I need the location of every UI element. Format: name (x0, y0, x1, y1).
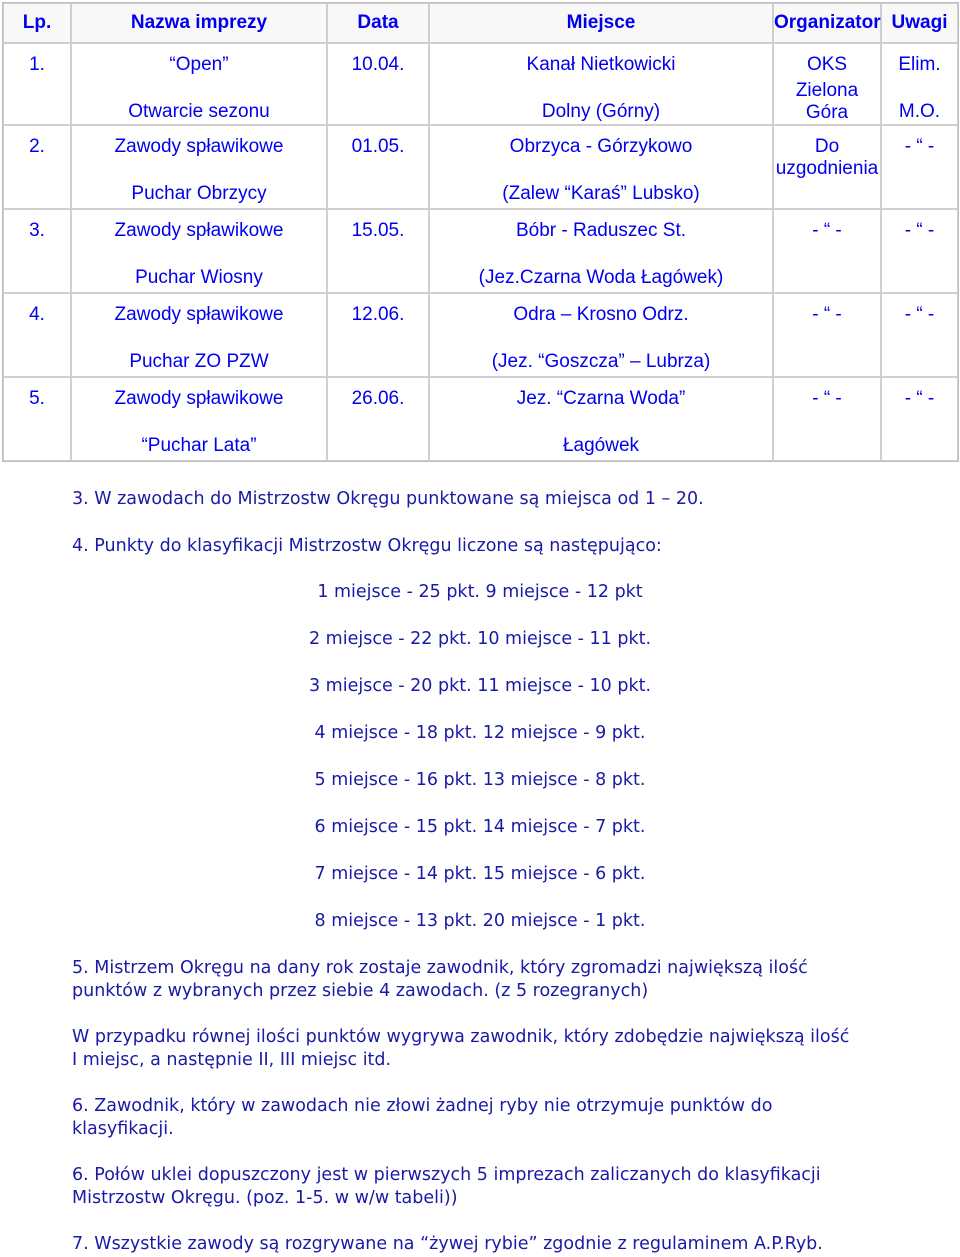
event-place-detail: Dolny (Górny) (541, 101, 661, 122)
header-place: Miejsce (429, 3, 773, 43)
points-line: 8 miejsce - 13 pkt. 20 miejsce - 1 pkt. (314, 911, 646, 931)
cell-organizer (773, 209, 881, 293)
cell-organizer (773, 43, 881, 125)
rule-item-4: 4. Punkty do klasyfikacji Mistrzostw Okręgu liczone są następująco: (72, 536, 662, 556)
event-name: Zawody spławikowe (114, 388, 284, 409)
header-notes: Uwagi (881, 3, 958, 43)
lp-text: 1. (29, 54, 45, 75)
points-line: 7 miejsce - 14 pkt. 15 miejsce - 6 pkt. (314, 864, 646, 884)
event-notes-detail: M.O. (898, 101, 941, 122)
header-lp: Lp. (3, 3, 71, 43)
event-notes: - “ - (904, 304, 935, 325)
event-date: 15.05. (351, 220, 405, 241)
event-organizer: OKS (806, 54, 848, 75)
event-date: 01.05. (351, 136, 405, 157)
rule-item-3: 3. W zawodach do Mistrzostw Okręgu punktowane są miejsca od 1 – 20. (72, 489, 704, 509)
points-line: 2 miejsce - 22 pkt. 10 miejsce - 11 pkt. (308, 629, 652, 649)
cell-notes (881, 293, 958, 377)
events-table (2, 2, 959, 462)
event-name: “Open” (169, 54, 229, 75)
rule-item-5-line-1: 5. Mistrzem Okręgu na dany rok zostaje zawodnik, który zgromadzi największą ilość (72, 958, 808, 978)
event-name: Zawody spławikowe (114, 304, 284, 325)
event-organizer-detail: uzgodnienia (775, 158, 879, 179)
table-row (3, 293, 958, 377)
event-place: Odra – Krosno Odrz. (513, 304, 689, 325)
event-notes: - “ - (904, 136, 935, 157)
header-name: Nazwa imprezy (71, 3, 327, 43)
cell-date (327, 43, 429, 125)
cell-lp (3, 293, 71, 377)
event-place: Bóbr - Raduszec St. (515, 220, 687, 241)
event-place-detail: (Jez.Czarna Woda Łagówek) (478, 267, 724, 288)
table-row (3, 43, 958, 125)
rule-item-6a-line-1: 6. Zawodnik, który w zawodach nie złowi żadnej ryby nie otrzymuje punktów do (72, 1096, 773, 1116)
points-line: 3 miejsce - 20 pkt. 11 miejsce - 10 pkt. (308, 676, 652, 696)
cell-place (429, 293, 773, 377)
cell-date (327, 293, 429, 377)
event-organizer: - “ - (812, 388, 842, 409)
cell-name (71, 377, 327, 461)
rule-item-6b-line-1: 6. Połów uklei dopuszczony jest w pierwszych 5 imprezach zaliczanych do klasyfikacji (72, 1165, 821, 1185)
lp-text: 3. (29, 220, 45, 241)
lp-text: 2. (29, 136, 45, 157)
cell-place (429, 125, 773, 209)
cell-notes (881, 43, 958, 125)
points-line: 5 miejsce - 16 pkt. 13 miejsce - 8 pkt. (314, 770, 646, 790)
event-date: 26.06. (351, 388, 405, 409)
cell-date (327, 125, 429, 209)
cell-date (327, 209, 429, 293)
cell-lp (3, 209, 71, 293)
event-subtitle: “Puchar Lata” (141, 435, 257, 456)
cell-name (71, 209, 327, 293)
tie-rule-line-2: I miejsc, a następnie II, III miejsc itd. (72, 1050, 392, 1070)
cell-organizer (773, 293, 881, 377)
cell-name (71, 125, 327, 209)
cell-name (71, 293, 327, 377)
event-notes: Elim. (898, 54, 941, 75)
cell-name (71, 43, 327, 125)
lp-text: 4. (29, 304, 45, 325)
cell-organizer (773, 125, 881, 209)
table-row (3, 377, 958, 461)
cell-notes (881, 209, 958, 293)
cell-lp (3, 125, 71, 209)
points-line: 1 miejsce - 25 pkt. 9 miejsce - 12 pkt (317, 582, 643, 602)
event-place-detail: (Jez. “Goszcza” – Lubrza) (491, 351, 711, 372)
event-place-detail: (Zalew “Karaś” Lubsko) (502, 183, 700, 204)
event-organizer-detail: Zielona Góra (795, 80, 859, 123)
event-place-detail: Łagówek (562, 435, 640, 456)
rule-item-7: 7. Wszystkie zawody są rozgrywane na “żywej rybie” zgodnie z regulaminem A.P.Ryb. (72, 1234, 823, 1254)
event-date: 12.06. (351, 304, 405, 325)
tie-rule-line-1: W przypadku równej ilości punktów wygrywa zawodnik, który zdobędzie największą ilość (72, 1027, 850, 1047)
cell-place (429, 43, 773, 125)
cell-notes (881, 125, 958, 209)
event-subtitle: Puchar ZO PZW (129, 351, 269, 372)
header-date: Data (327, 3, 429, 43)
rule-item-6a-line-2: klasyfikacji. (72, 1119, 174, 1139)
cell-organizer (773, 377, 881, 461)
table-row (3, 209, 958, 293)
event-subtitle: Puchar Obrzycy (131, 183, 267, 204)
cell-lp (3, 377, 71, 461)
event-name: Zawody spławikowe (114, 136, 284, 157)
event-place: Jez. “Czarna Woda” (516, 388, 686, 409)
event-notes: - “ - (904, 388, 935, 409)
cell-place (429, 377, 773, 461)
table-header-row (3, 3, 958, 43)
event-name: Zawody spławikowe (114, 220, 284, 241)
event-subtitle: Puchar Wiosny (135, 267, 263, 288)
rule-item-5-line-2: punktów z wybranych przez siebie 4 zawodach. (z 5 rozegranych) (72, 981, 649, 1001)
cell-notes (881, 377, 958, 461)
lp-text: 5. (29, 388, 45, 409)
table-row (3, 125, 958, 209)
cell-lp (3, 43, 71, 125)
event-organizer: Do (814, 136, 840, 157)
event-date: 10.04. (351, 54, 405, 75)
event-organizer: - “ - (812, 220, 842, 241)
points-line: 4 miejsce - 18 pkt. 12 miejsce - 9 pkt. (314, 723, 646, 743)
event-notes: - “ - (904, 220, 935, 241)
cell-place (429, 209, 773, 293)
cell-date (327, 377, 429, 461)
header-organizer: Organizator (773, 3, 881, 43)
event-subtitle: Otwarcie sezonu (128, 101, 270, 122)
event-place: Kanał Nietkowicki (526, 54, 676, 75)
rule-item-6b-line-2: Mistrzostw Okręgu. (poz. 1-5. w w/w tabeli)) (72, 1188, 458, 1208)
event-place: Obrzyca - Górzykowo (509, 136, 693, 157)
points-line: 6 miejsce - 15 pkt. 14 miejsce - 7 pkt. (314, 817, 646, 837)
event-organizer: - “ - (812, 304, 842, 325)
